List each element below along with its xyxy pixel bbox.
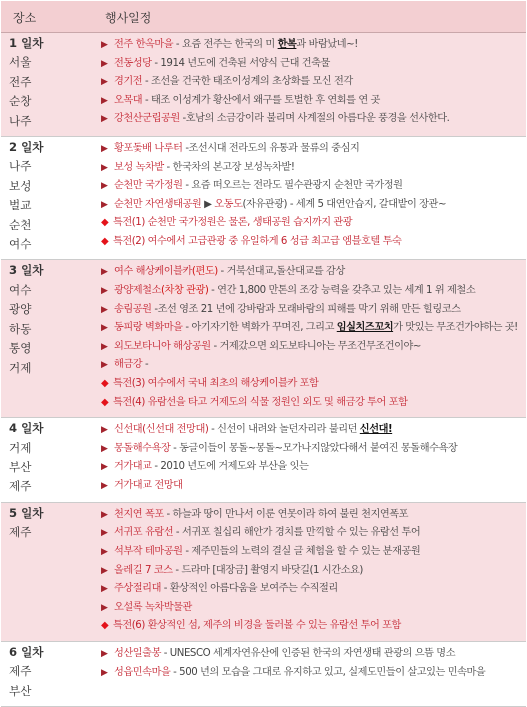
play-arrow-icon: ▶ [101, 323, 108, 334]
schedule-item [101, 282, 522, 301]
day-row [1, 642, 526, 707]
play-arrow-icon: ▶ [101, 443, 108, 454]
place-name: 몽돌해수욕장 [114, 442, 171, 454]
city-name: 벌교 [9, 198, 32, 213]
city-name: 순창 [9, 94, 32, 109]
play-arrow-icon: ▶ [101, 40, 108, 50]
schedule-item [101, 140, 522, 159]
play-arrow-icon: ▶ [101, 286, 108, 297]
schedule-item [101, 477, 522, 496]
item-text: - 500 년의 모습을 그대로 유지하고 있고, 실제도민들이 살고있는 민속마을 [170, 666, 486, 678]
header-schedule: 행사일정 [93, 1, 526, 33]
diamond-icon: ◆ [101, 236, 109, 247]
play-arrow-icon: ▶ [101, 649, 108, 659]
day-place-cell [1, 642, 93, 707]
day-label: 2 일차 [9, 140, 44, 155]
itinerary-body [1, 33, 526, 707]
day-row [1, 137, 526, 260]
item-text: - 조선을 건국한 태조이성계의 초상화를 모신 전각 [142, 76, 353, 88]
day-row [1, 260, 526, 418]
day-row [1, 33, 526, 137]
place-name: 해금강 [114, 359, 143, 371]
schedule-item [101, 421, 522, 440]
play-arrow-icon: ▶ [101, 565, 108, 576]
day-schedule-cell [93, 418, 526, 503]
item-text: - 연간 1,800 만톤의 조강 능력을 갖추고 있는 세계 1 위 제철소 [208, 285, 476, 297]
play-arrow-icon: ▶ [101, 462, 108, 473]
place-name: 송림공원 [114, 303, 152, 315]
schedule-item [101, 319, 522, 338]
place-name: 보성 녹차밭 [114, 161, 164, 173]
play-arrow-icon: ▶ [101, 528, 108, 539]
place-name: 신선대(신선대 전망대) [114, 424, 209, 436]
play-arrow-icon: ▶ [101, 360, 108, 371]
special-benefit: 특전(4) 유람선을 타고 거제도의 식물 정원인 외도 및 해금강 투어 포함 [113, 396, 408, 408]
schedule-item [101, 394, 522, 413]
schedule-item [101, 177, 522, 196]
item-text: (자유관광) - 세계 5 대연안습지, 갈대밭이 장관~ [242, 198, 447, 210]
schedule-item [101, 562, 522, 581]
place-name: 전주 한옥마을 [114, 39, 174, 50]
play-arrow-icon: ▶ [101, 95, 108, 106]
place-name: 거가대교 전망대 [114, 480, 183, 491]
schedule-item [101, 92, 522, 111]
schedule-item [101, 617, 522, 636]
play-arrow-icon: ▶ [101, 181, 108, 192]
schedule-item [101, 599, 522, 618]
header-row [1, 1, 526, 33]
place-name: 전동성당 [114, 57, 152, 69]
schedule-item [101, 440, 522, 459]
item-text: - 1914 년도에 건축된 서양식 근대 건축물 [151, 57, 330, 69]
place-name: 여수 해상케이블카 [114, 266, 192, 278]
place-name: 주상절리대 [114, 583, 161, 595]
special-benefit: 특전(1) 순천만 국가정원은 물론, 생태공원 습지까지 관광 [113, 217, 353, 229]
place-name: 천지연 폭포 [114, 508, 164, 520]
city-name: 광양 [9, 302, 32, 317]
place-name: 올레길 7 코스 [114, 564, 173, 576]
day-schedule-cell [93, 260, 526, 418]
play-arrow-icon: ▶ [101, 58, 108, 69]
schedule-item [101, 233, 522, 252]
item-text: (차창 관광) [160, 285, 209, 297]
play-arrow-icon: ▶ [101, 267, 108, 278]
item-text: - 한국차의 본고장 보성녹차밭! [163, 161, 295, 173]
day-place-cell [1, 418, 93, 503]
item-text: ▶ [201, 198, 215, 210]
place-name: 동피랑 벽화마을 [114, 322, 183, 334]
schedule-item [101, 73, 522, 92]
schedule-item [101, 214, 522, 233]
play-arrow-icon: ▶ [101, 144, 108, 155]
schedule-item [101, 580, 522, 599]
item-text: -조선시대 전라도의 유통과 물류의 중심지 [182, 143, 360, 155]
play-arrow-icon: ▶ [101, 667, 108, 678]
day-label: 3 일차 [9, 263, 44, 278]
schedule-item [101, 356, 522, 375]
place-name: 오목대 [114, 94, 143, 106]
item-text: - 동글이들이 몽돌~몽돌~모가나지않았다해서 붙여진 몽돌해수욕장 [170, 442, 458, 454]
item-text: 과 바람났네~! [296, 39, 358, 50]
diamond-icon: ◆ [101, 217, 109, 229]
day-schedule-cell [93, 33, 526, 137]
item-text: - [142, 359, 149, 371]
city-name: 제주 [9, 479, 32, 494]
item-text: -조선 영조 21 년에 강바람과 모래바람의 피해를 막기 위해 만든 힐링코스 [151, 303, 461, 315]
place-name: 강천산군립공원 [114, 113, 180, 125]
place-name: 순천만 국가정원 [114, 180, 183, 192]
city-name: 거제 [9, 440, 32, 455]
day-schedule-cell [93, 137, 526, 260]
day-place-cell [1, 260, 93, 418]
item-text: - 거제갔으면 외도보타니아는 무조건무조건이야~ [210, 340, 421, 352]
place-name: 오설록 녹차박물관 [114, 601, 192, 613]
schedule-item [101, 301, 522, 320]
play-arrow-icon: ▶ [101, 304, 108, 315]
city-name: 통영 [9, 341, 32, 356]
item-text: - 드라마 [대장금] 촬영지 바닷길(1 시간소요) [172, 564, 363, 576]
place-name: 서귀포 유람선 [114, 527, 174, 539]
schedule-item [101, 159, 522, 178]
schedule-item [101, 524, 522, 543]
city-name: 보성 [9, 178, 32, 193]
schedule-item [101, 543, 522, 562]
place-name: 광양제철소 [114, 285, 161, 297]
item-text: - UNESCO 세계자연유산에 인증된 한국의 자연생태 관광의 으뜸 명소 [160, 648, 456, 659]
city-name: 여수 [9, 237, 32, 252]
schedule-item [101, 664, 522, 683]
special-benefit: 특전(3) 여수에서 국내 최초의 해상케이블카 포함 [113, 378, 319, 390]
city-name: 여수 [9, 282, 32, 297]
item-text: - 아기자기한 벽화가 꾸며진, 그리고 [182, 322, 337, 334]
item-text: - 서귀포 칠십리 해안가 경치를 만끽할 수 있는 유람선 투어 [173, 527, 421, 539]
item-text: - 제주민들의 노력의 결실 글 체험을 할 수 있는 분재공원 [182, 546, 421, 558]
diamond-icon: ◆ [101, 396, 109, 408]
play-arrow-icon: ▶ [101, 481, 108, 491]
play-arrow-icon: ▶ [101, 602, 108, 613]
schedule-item [101, 110, 522, 129]
play-arrow-icon: ▶ [101, 114, 108, 125]
item-text: 신선대! [359, 424, 393, 436]
item-text: (편도) [191, 266, 218, 278]
day-label: 5 일차 [9, 505, 44, 520]
city-name: 나주 [9, 113, 32, 128]
play-arrow-icon: ▶ [101, 341, 108, 352]
play-arrow-icon: ▶ [101, 584, 108, 595]
diamond-icon: ◆ [101, 378, 109, 390]
place-name: 경기전 [114, 76, 143, 88]
schedule-item [101, 338, 522, 357]
city-name: 제주 [9, 525, 32, 540]
schedule-item [101, 458, 522, 477]
city-name: 부산 [9, 683, 32, 698]
schedule-item [101, 263, 522, 282]
schedule-item [101, 55, 522, 74]
day-row [1, 502, 526, 641]
day-label: 1 일차 [9, 36, 44, 50]
special-benefit: 특전(6) 환상적인 섬, 제주의 비경을 둘러볼 수 있는 유람선 투어 포함 [113, 620, 401, 632]
day-place-cell [1, 137, 93, 260]
city-name: 서울 [9, 55, 32, 70]
city-name: 부산 [9, 460, 32, 475]
item-text: - 신선이 내려와 놀던자리라 불리던 [208, 424, 360, 436]
place-name: 석부작 테마공원 [114, 546, 183, 558]
itinerary-table [1, 1, 526, 707]
day-schedule-cell [93, 502, 526, 641]
place-name: 순천만 자연생태공원 [114, 198, 202, 210]
place-name: 외도보타니아 해상공원 [114, 340, 211, 352]
item-text: - 요즘 전주는 한국의 미 [173, 39, 278, 50]
item-text: 한복 [277, 39, 297, 50]
place-name: 성읍민속마을 [114, 666, 171, 678]
day-row [1, 418, 526, 503]
place-name: 오동도 [214, 198, 243, 210]
special-benefit: 특전(2) 여수에서 고급관광 중 유일하게 6 성급 최고급 엠블호텔 투숙 [113, 236, 402, 247]
schedule-item [101, 196, 522, 215]
day-place-cell [1, 33, 93, 137]
day-label: 4 일차 [9, 421, 44, 436]
item-text: - 요즘 떠오르는 전라도 필수관광지 순천만 국가정원 [182, 180, 403, 192]
item-text: - 거북선대교,돌산대교를 감상 [217, 266, 345, 278]
city-name: 거제 [9, 360, 32, 375]
place-name: 황포돛배 나루터 [114, 143, 183, 155]
day-place-cell [1, 502, 93, 641]
item-text: - 환상적인 아름다움을 보여주는 수직절리 [160, 583, 338, 595]
item-text: -호남의 소금강이라 불리며 사계절의 아름다운 풍경을 선사한다. [179, 113, 450, 125]
schedule-item [101, 506, 522, 525]
play-arrow-icon: ▶ [101, 199, 108, 210]
play-arrow-icon: ▶ [101, 547, 108, 558]
item-text: 임실치즈꼬치 [336, 322, 394, 334]
city-name: 전주 [9, 74, 32, 89]
day-label: 6 일차 [9, 645, 44, 659]
schedule-item [101, 375, 522, 394]
play-arrow-icon: ▶ [101, 77, 108, 88]
city-name: 제주 [9, 664, 32, 679]
item-text: - 태조 이성계가 황산에서 왜구를 토벌한 후 연회를 연 곳 [142, 94, 380, 106]
place-name: 거가대교 [114, 461, 152, 473]
diamond-icon: ◆ [101, 620, 109, 632]
schedule-item [101, 36, 522, 55]
play-arrow-icon: ▶ [101, 425, 108, 436]
item-text: - 2010 년도에 거제도와 부산을 잇는 [151, 461, 309, 473]
place-name: 성산일출봉 [114, 648, 161, 659]
schedule-item [101, 645, 522, 664]
play-arrow-icon: ▶ [101, 162, 108, 173]
header-place: 장소 [1, 1, 93, 33]
play-arrow-icon: ▶ [101, 509, 108, 520]
city-name: 순천 [9, 217, 32, 232]
item-text: 가 맛있는 무조건가야하는 곳! [393, 322, 518, 334]
item-text: - 하늘과 땅이 만나서 이룬 연못이라 하여 불린 천지연폭포 [163, 508, 409, 520]
day-schedule-cell [93, 642, 526, 707]
city-name: 하동 [9, 321, 32, 336]
city-name: 나주 [9, 159, 32, 174]
